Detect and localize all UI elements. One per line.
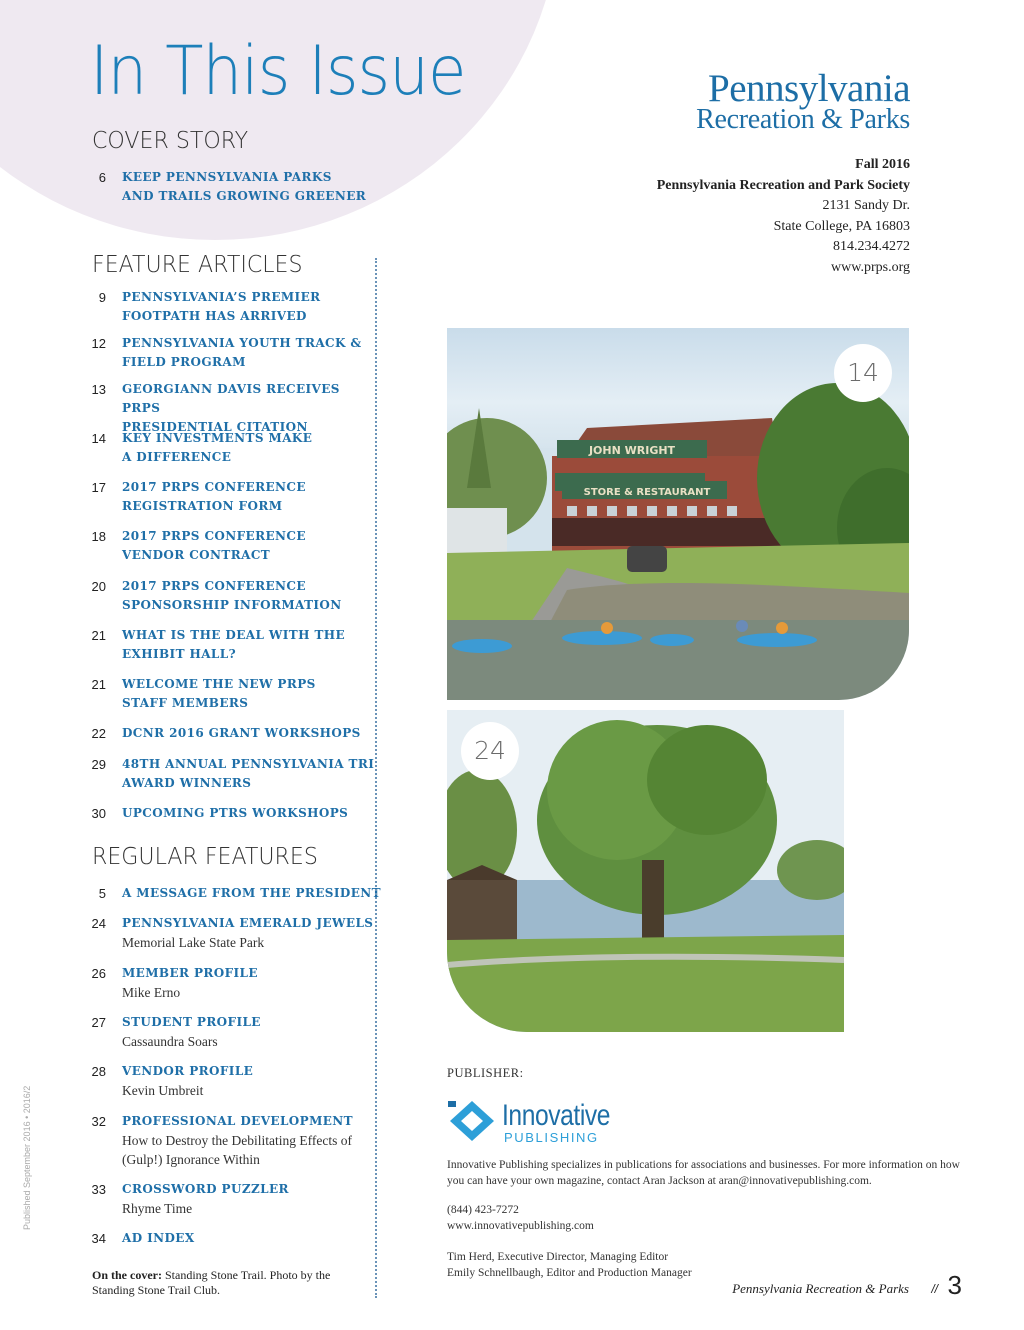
toc-title: 2017 PRPS CONFERENCE VENDOR CONTRACT	[122, 529, 306, 562]
masthead-line1: Pennsylvania	[708, 67, 910, 110]
toc-page-number: 28	[91, 1064, 106, 1079]
toc-title: STUDENT PROFILE	[122, 1015, 261, 1029]
org-city: State College, PA 16803	[773, 218, 910, 234]
toc-title: DCNR 2016 GRANT WORKSHOPS	[122, 726, 361, 740]
page-badge-14: 14	[834, 344, 892, 402]
toc-title: 2017 PRPS CONFERENCE REGISTRATION FORM	[122, 480, 306, 513]
toc-title: GEORGIANN DAVIS RECEIVES PRPS PRESIDENTIAL CITATION	[122, 382, 340, 434]
photo-memorial-lake	[447, 710, 844, 1032]
sign-text-john-wright: JOHN WRIGHT	[588, 444, 676, 457]
section-heading-cover-story: COVER STORY	[92, 128, 249, 154]
toc-page-number: 27	[91, 1015, 106, 1030]
org-name: Pennsylvania Recreation and Park Society	[656, 177, 910, 193]
org-street: 2131 Sandy Dr.	[822, 198, 910, 213]
publisher-phone: (844) 423-7272	[447, 1204, 519, 1216]
toc-subtitle: Cassaundra Soars	[122, 1034, 218, 1049]
toc-page-number: 33	[91, 1182, 106, 1197]
page-number: 3	[947, 1270, 962, 1300]
issue-info	[657, 155, 910, 278]
cover-caption-text: Standing Stone Trail. Photo by the Standing Stone Trail Club.	[92, 1268, 331, 1297]
logo-name: Innovative	[502, 1099, 611, 1132]
toc-title: AD INDEX	[122, 1231, 195, 1245]
toc-title: 2017 PRPS CONFERENCE SPONSORSHIP INFORMATION	[122, 579, 342, 612]
toc-title: PROFESSIONAL DEVELOPMENT	[122, 1114, 353, 1128]
column-divider	[375, 258, 377, 1298]
publisher-staff-2: Emily Schnellbaugh, Editor and Production Manager	[447, 1267, 692, 1279]
toc-page-number: 30	[91, 806, 106, 821]
toc-page-number: 20	[91, 579, 106, 594]
toc-title: MEMBER PROFILE	[122, 966, 258, 980]
toc-page-number: 21	[91, 677, 106, 692]
toc-page-number: 24	[91, 916, 106, 931]
toc-title: CROSSWORD PUZZLER	[122, 1182, 289, 1196]
masthead-line2: Recreation & Parks	[696, 104, 910, 135]
toc-title: KEEP PENNSYLVANIA PARKS AND TRAILS GROWING GREENER	[122, 170, 367, 203]
toc-title: PENNSYLVANIA YOUTH TRACK & FIELD PROGRAM	[122, 336, 362, 369]
org-phone: 814.234.4272	[833, 239, 910, 254]
toc-page-number: 12	[91, 336, 106, 351]
toc-subtitle: Kevin Umbreit	[122, 1083, 204, 1098]
toc-subtitle: How to Destroy the Debilitating Effects of (Gulp!) Ignorance Within	[122, 1133, 352, 1167]
toc-page-number: 18	[91, 529, 106, 544]
toc-page-number: 29	[91, 757, 106, 772]
publisher-blurb: Innovative Publishing specializes in publications for associations and businesses. For more information on how you can have your own magazine, contact Aran Jackson at aran@innovativepublishing.com.	[447, 1159, 960, 1187]
publisher-logo	[446, 1097, 666, 1147]
toc-page-number: 17	[91, 480, 106, 495]
toc-page-number: 34	[91, 1231, 106, 1246]
toc-page-number: 14	[91, 431, 106, 446]
toc-page-number: 32	[91, 1114, 106, 1129]
footer-separator: //	[931, 1282, 938, 1296]
toc-title: WELCOME THE NEW PRPS STAFF MEMBERS	[122, 677, 316, 710]
section-heading-regular-features: REGULAR FEATURES	[92, 844, 318, 870]
publication-side-note: Published September 2016 • 2016/2	[22, 1085, 32, 1230]
publisher-website[interactable]: www.innovativepublishing.com	[447, 1220, 594, 1232]
toc-title: UPCOMING PTRS WORKSHOPS	[122, 806, 349, 820]
logo-sub: PUBLISHING	[504, 1130, 599, 1145]
page-title: In This Issue	[90, 32, 466, 111]
cover-caption-label: On the cover:	[92, 1268, 162, 1282]
cover-caption	[92, 1268, 372, 1298]
issue-date: Fall 2016	[855, 157, 910, 172]
toc-subtitle: Mike Erno	[122, 985, 181, 1000]
toc-page-number: 5	[98, 886, 106, 901]
toc-page-number: 9	[98, 290, 106, 305]
publisher-staff-1: Tim Herd, Executive Director, Managing Editor	[447, 1251, 669, 1263]
toc-page-number: 13	[91, 382, 106, 397]
toc-title: WHAT IS THE DEAL WITH THE EXHIBIT HALL?	[122, 628, 346, 661]
toc-title: A MESSAGE FROM THE PRESIDENT	[122, 886, 381, 900]
toc-subtitle: Memorial Lake State Park	[122, 935, 265, 950]
innovative-logo-icon	[446, 1097, 498, 1145]
toc-page-number: 26	[91, 966, 106, 981]
toc-subtitle: Rhyme Time	[122, 1201, 193, 1216]
toc-title: PENNSYLVANIA’S PREMIER FOOTPATH HAS ARRIVED	[122, 290, 321, 323]
org-website[interactable]: www.prps.org	[831, 259, 910, 275]
footer-magazine-name: Pennsylvania Recreation & Parks	[732, 1281, 909, 1296]
section-heading-feature-articles: FEATURE ARTICLES	[92, 252, 303, 278]
toc-page-number: 21	[91, 628, 106, 643]
toc-title: PENNSYLVANIA EMERALD JEWELS	[122, 916, 374, 930]
sign-text-store-restaurant: STORE & RESTAURANT	[583, 487, 711, 498]
toc-page-number: 6	[98, 170, 106, 185]
photo-john-wright-store	[447, 328, 909, 700]
toc-title: KEY INVESTMENTS MAKE A DIFFERENCE	[122, 431, 313, 464]
toc-title: VENDOR PROFILE	[122, 1064, 254, 1078]
toc-title: 48TH ANNUAL PENNSYLVANIA TRI AWARD WINNERS	[122, 757, 375, 790]
page-badge-24: 24	[461, 722, 519, 780]
toc-page-number: 22	[91, 726, 106, 741]
publisher-label: PUBLISHER:	[447, 1066, 524, 1080]
